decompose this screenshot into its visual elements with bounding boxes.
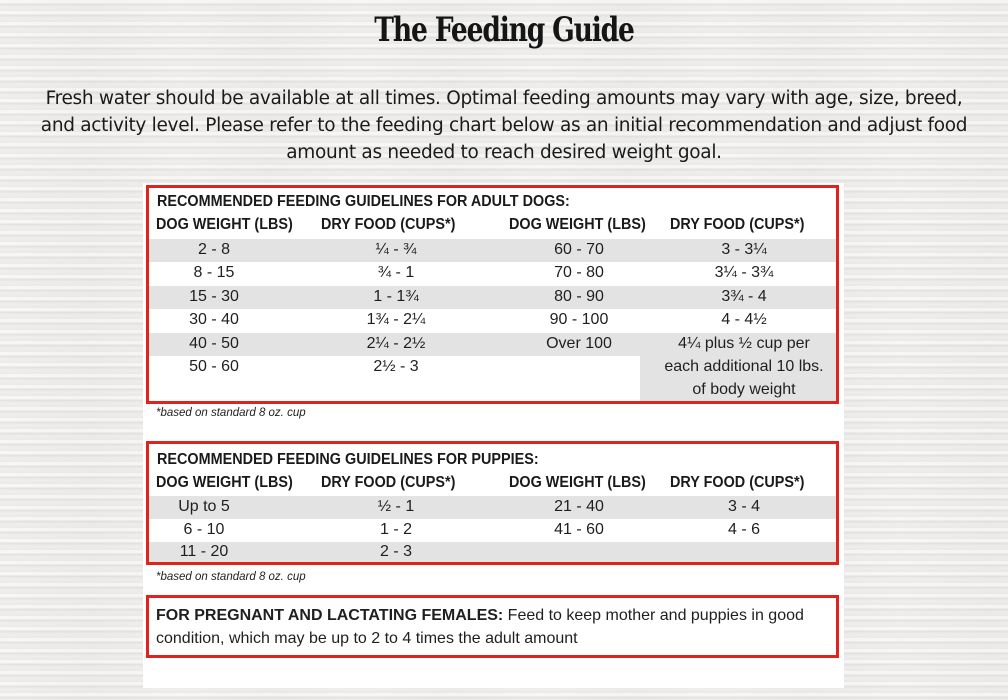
food-cell: ¾ - 1	[377, 264, 415, 281]
weight-cell: 40 - 50	[189, 335, 239, 352]
col-header-weight-right: DOG WEIGHT (LBS)	[509, 474, 646, 491]
weight-cell: 70 - 80	[554, 264, 604, 281]
weight-cell: 80 - 90	[554, 288, 604, 305]
food-cell: ¼ - ¾	[375, 241, 417, 258]
weight-cell: 11 - 20	[179, 543, 229, 560]
food-cell: 2½ - 3	[373, 358, 419, 375]
col-header-weight-left: DOG WEIGHT (LBS)	[156, 474, 293, 491]
food-cell: ½ - 1	[377, 498, 415, 515]
col-header-weight-right: DOG WEIGHT (LBS)	[509, 216, 646, 233]
col-header-food-right: DRY FOOD (CUPS*)	[670, 216, 805, 233]
food-cell: 2¼ - 2½	[366, 335, 426, 352]
food-cell-continued: each additional 10 lbs.	[664, 358, 824, 375]
food-cell: 3¼ - 3¾	[714, 264, 774, 281]
adult-cup-footnote: *based on standard 8 oz. cup	[156, 407, 306, 419]
pregnant-label: FOR PREGNANT AND LACTATING FEMALES:	[156, 607, 504, 624]
food-cell: 1 - 1¾	[373, 288, 419, 305]
food-cell: 2 - 3	[379, 543, 412, 560]
col-header-food-left: DRY FOOD (CUPS*)	[321, 474, 456, 491]
food-cell-continued: of body weight	[692, 381, 796, 398]
weight-cell: 60 - 70	[554, 241, 604, 258]
pregnant-description: Feed to keep mother and puppies in good condition, which may be up to 2 to 4 times the adult amount	[156, 607, 804, 647]
food-cell: 1 - 2	[379, 521, 412, 538]
weight-cell: Over 100	[546, 335, 612, 352]
weight-cell: Up to 5	[178, 498, 230, 515]
food-cell: 4 - 6	[727, 521, 760, 538]
pregnant-lactating-text	[156, 604, 826, 650]
weight-cell: 30 - 40	[189, 311, 239, 328]
intro-paragraph: Fresh water should be available at all times. Optimal feeding amounts may vary with age, size, breed, and activity level. Please refer to the feeding chart below as an initial recommendation and adjust food amount as needed to reach desired weight goal.	[40, 88, 968, 163]
page-title: The Feeding Guide	[374, 10, 634, 50]
food-cell: 4¼ plus ½ cup per	[678, 335, 810, 352]
food-cell: 4 - 4½	[721, 311, 767, 328]
food-cell: 3 - 3¼	[721, 241, 767, 258]
col-header-weight-left: DOG WEIGHT (LBS)	[156, 216, 293, 233]
weight-cell: 50 - 60	[189, 358, 239, 375]
col-header-food-right: DRY FOOD (CUPS*)	[670, 474, 805, 491]
weight-cell: 21 - 40	[554, 498, 604, 515]
puppy-guidelines-table	[146, 441, 839, 565]
adult-table-title: RECOMMENDED FEEDING GUIDELINES FOR ADULT DOGS:	[157, 193, 570, 210]
puppy-cup-footnote: *based on standard 8 oz. cup	[156, 571, 306, 583]
puppy-table-title: RECOMMENDED FEEDING GUIDELINES FOR PUPPIES:	[157, 451, 539, 468]
weight-cell: 41 - 60	[554, 521, 604, 538]
adult-guidelines-table	[146, 185, 839, 404]
food-cell: 3¾ - 4	[721, 288, 767, 305]
weight-cell: 15 - 30	[189, 288, 239, 305]
col-header-food-left: DRY FOOD (CUPS*)	[321, 216, 456, 233]
weight-cell: 90 - 100	[549, 311, 609, 328]
food-cell: 1¾ - 2¼	[366, 311, 426, 328]
weight-cell: 2 - 8	[197, 241, 230, 258]
food-cell: 3 - 4	[727, 498, 760, 515]
weight-cell: 8 - 15	[193, 264, 235, 281]
pregnant-lactating-box	[146, 595, 839, 658]
weight-cell: 6 - 10	[183, 521, 225, 538]
